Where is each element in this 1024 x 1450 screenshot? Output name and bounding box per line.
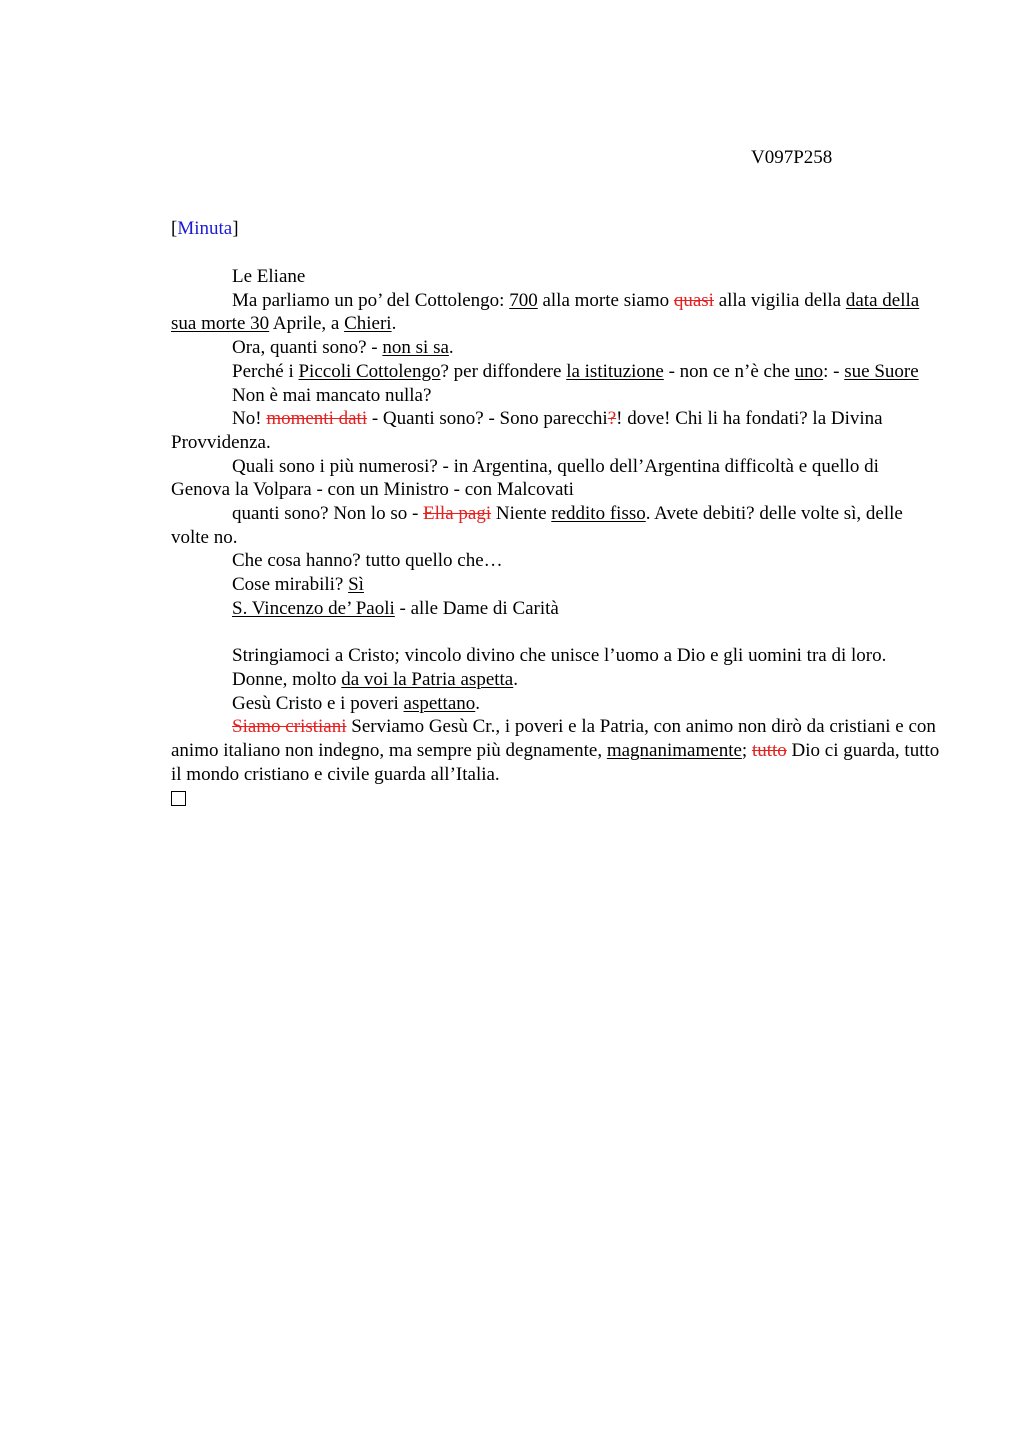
header-open-bracket: [ bbox=[171, 218, 178, 239]
header-label: Minuta bbox=[177, 218, 233, 239]
paragraph-1: Le Eliane bbox=[232, 266, 306, 287]
paragraph-14 bbox=[171, 692, 941, 716]
text-segment: alla vigilia della bbox=[713, 289, 846, 311]
text-segment: alla morte siamo bbox=[537, 289, 674, 311]
underlined-segment: reddito fisso bbox=[551, 503, 646, 525]
paragraph-4 bbox=[171, 360, 941, 384]
text-segment: Gesù Cristo e i poveri bbox=[232, 692, 404, 714]
text-segment: ? per diffondere bbox=[440, 360, 567, 382]
underlined-segment: magnanimamente bbox=[606, 740, 742, 762]
text-segment: Dio ci guarda, tutto il mondo cristiano e civile guarda all’Italia. bbox=[171, 740, 940, 785]
paragraph-5: Non è mai mancato nulla? bbox=[232, 384, 432, 406]
deleted-segment: quasi bbox=[673, 289, 714, 311]
header-close-bracket: ] bbox=[232, 218, 239, 239]
text-segment: - non ce n’è che bbox=[663, 360, 795, 382]
document-id: V097P258 bbox=[751, 147, 833, 168]
header-minuta bbox=[171, 217, 239, 241]
text-segment: . Avete debiti? delle volte sì, delle volte no. bbox=[171, 503, 903, 548]
paragraph-gap bbox=[171, 621, 941, 645]
text-segment: Perché i bbox=[232, 360, 299, 382]
paragraph-2 bbox=[171, 289, 941, 336]
text-segment: - alle Dame di Carità bbox=[394, 597, 559, 619]
text-segment: . bbox=[448, 337, 454, 359]
text-segment: Serviamo Gesù Cr., i poveri e la Patria, con animo non dirò da cristiani e con animo italiano non indegno, ma sempre più degnamente, bbox=[171, 716, 936, 762]
text-segment: Cose mirabili? bbox=[232, 574, 349, 596]
text-segment: Ma parliamo un po’ del Cottolengo: bbox=[232, 289, 510, 311]
deleted-segment: Siamo cristiani bbox=[232, 716, 347, 738]
paragraph-10 bbox=[171, 573, 941, 597]
text-segment: . bbox=[391, 313, 397, 335]
underlined-segment: uno bbox=[794, 360, 824, 382]
paragraph-3 bbox=[171, 336, 941, 360]
text-segment: quanti sono? Non lo so - bbox=[232, 503, 424, 525]
underlined-segment: sue Suore bbox=[844, 360, 919, 382]
text-segment: No! bbox=[232, 408, 267, 430]
text-segment: Aprile, a bbox=[269, 313, 345, 335]
end-square-icon bbox=[171, 791, 186, 806]
text-segment: . bbox=[513, 668, 518, 690]
paragraph-13 bbox=[171, 668, 941, 692]
underlined-segment: Piccoli Cottolengo bbox=[298, 360, 441, 382]
underlined-segment: Sì bbox=[348, 574, 364, 596]
text-segment: . bbox=[475, 692, 481, 714]
underlined-segment: da voi la Patria aspetta bbox=[341, 668, 514, 690]
paragraph-15 bbox=[171, 715, 941, 786]
text-segment: ! dove! Chi li ha fondati? la Divina Provvidenza. bbox=[171, 408, 883, 453]
underlined-segment: aspettano bbox=[403, 692, 476, 714]
underlined-segment: S. Vincenzo de’ Paoli bbox=[232, 597, 395, 619]
paragraph-12: Stringiamoci a Cristo; vincolo divino che unisce l’uomo a Dio e gli uomini tra di loro. bbox=[232, 645, 887, 667]
text-segment: Ora, quanti sono? - bbox=[232, 337, 383, 359]
underlined-segment: la istituzione bbox=[566, 360, 664, 382]
underlined-segment: non si sa bbox=[382, 337, 449, 359]
paragraph-9: Che cosa hanno? tutto quello che… bbox=[232, 550, 503, 572]
paragraph-6 bbox=[171, 407, 941, 454]
deleted-segment: tutto bbox=[751, 740, 787, 762]
text-segment: Niente bbox=[491, 503, 552, 525]
underlined-segment: Chieri bbox=[344, 313, 392, 335]
text-segment: Donne, molto bbox=[232, 668, 342, 690]
text-segment: - Quanti sono? - Sono parecchi bbox=[367, 408, 608, 430]
end-marker-row bbox=[171, 786, 941, 810]
text-segment: ; bbox=[741, 740, 752, 762]
text-segment: : - bbox=[823, 360, 845, 382]
paragraph-11 bbox=[171, 597, 941, 621]
deleted-segment: momenti dati bbox=[266, 408, 368, 430]
paragraph-7: Quali sono i più numerosi? - in Argentina, quello dell’Argentina difficoltà e quello di Genova la Volpara - con un Ministro - con Malcovati bbox=[171, 455, 879, 501]
deleted-segment: Ella pagi bbox=[423, 503, 492, 525]
document-body bbox=[171, 265, 941, 810]
paragraph-8 bbox=[171, 502, 941, 549]
deleted-segment: ? bbox=[607, 408, 617, 430]
underlined-segment: 700 bbox=[509, 289, 538, 311]
underlined-segment: data della sua morte 30 bbox=[171, 289, 920, 335]
